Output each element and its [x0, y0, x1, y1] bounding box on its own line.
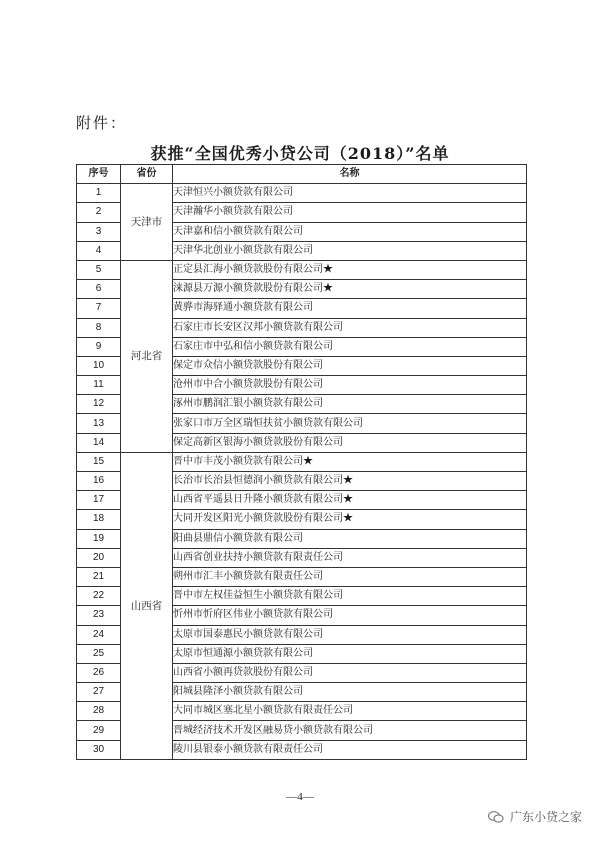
- row-seq: 15: [77, 452, 121, 471]
- province-cell: 山西省: [121, 452, 173, 759]
- company-name: 陵川县银泰小额贷款有限责任公司: [173, 740, 527, 759]
- company-name: 正定县汇海小额贷款股份有限公司★: [173, 260, 527, 279]
- row-seq: 22: [77, 587, 121, 606]
- company-name: 保定市众信小额贷款股份有限公司: [173, 356, 527, 375]
- company-name: 天津瀚华小额贷款有限公司: [173, 203, 527, 222]
- company-name: 太原市国泰惠民小额贷款有限公司: [173, 625, 527, 644]
- row-seq: 7: [77, 299, 121, 318]
- company-name: 阳城县隆泽小额贷款有限公司: [173, 683, 527, 702]
- table-row: [77, 452, 527, 471]
- company-name: 天津恒兴小额贷款有限公司: [173, 184, 527, 203]
- company-name: 黄骅市海驿通小额贷款有限公司: [173, 299, 527, 318]
- row-seq: 4: [77, 241, 121, 260]
- row-seq: 11: [77, 376, 121, 395]
- page-number: —4—: [286, 791, 314, 803]
- row-seq: 16: [77, 472, 121, 491]
- table-row: [77, 260, 527, 279]
- company-name: 保定高新区银海小额贷款股份有限公司: [173, 433, 527, 452]
- header-seq: 序号: [77, 165, 121, 184]
- wechat-icon: [488, 811, 504, 823]
- row-seq: 27: [77, 683, 121, 702]
- row-seq: 29: [77, 721, 121, 740]
- row-seq: 9: [77, 337, 121, 356]
- attachment-label: 附件：: [76, 114, 128, 132]
- company-name: 山西省小额再贷款股份有限公司: [173, 663, 527, 682]
- company-name: 朔州市汇丰小额贷款有限责任公司: [173, 567, 527, 586]
- row-seq: 17: [77, 491, 121, 510]
- company-name: 山西省平遥县日升隆小额贷款有限公司★: [173, 491, 527, 510]
- row-seq: 2: [77, 203, 121, 222]
- company-name: 大同市城区塞北星小额贷款有限责任公司: [173, 702, 527, 721]
- row-seq: 28: [77, 702, 121, 721]
- company-name: 石家庄市长安区汉邦小额贷款有限公司: [173, 318, 527, 337]
- company-name: 太原市恒通源小额贷款有限公司: [173, 644, 527, 663]
- watermark-text: 广东小贷之家: [509, 810, 582, 824]
- header-name: 名称: [173, 165, 527, 184]
- row-seq: 12: [77, 395, 121, 414]
- company-name: 涞源县万源小额贷款股份有限公司★: [173, 280, 527, 299]
- company-name: 阳曲县鼎信小额贷款有限公司: [173, 529, 527, 548]
- row-seq: 13: [77, 414, 121, 433]
- company-name: 沧州市中合小额贷款股份有限公司: [173, 376, 527, 395]
- table-row: [77, 184, 527, 203]
- row-seq: 26: [77, 663, 121, 682]
- company-name: 忻州市忻府区伟业小额贷款有限公司: [173, 606, 527, 625]
- watermark: [488, 808, 582, 825]
- row-seq: 1: [77, 184, 121, 203]
- row-seq: 20: [77, 548, 121, 567]
- province-cell: 天津市: [121, 184, 173, 261]
- row-seq: 5: [77, 260, 121, 279]
- company-name: 山西省创业扶持小额贷款有限责任公司: [173, 548, 527, 567]
- company-name: 天津嘉和信小额贷款有限公司: [173, 222, 527, 241]
- company-name: 张家口市万全区瑞恒扶贫小额贷款有限公司: [173, 414, 527, 433]
- row-seq: 25: [77, 644, 121, 663]
- row-seq: 21: [77, 567, 121, 586]
- row-seq: 23: [77, 606, 121, 625]
- row-seq: 8: [77, 318, 121, 337]
- row-seq: 14: [77, 433, 121, 452]
- header-province: 省份: [121, 165, 173, 184]
- company-name: 晋中市左权佳益恒生小额贷款有限公司: [173, 587, 527, 606]
- row-seq: 30: [77, 740, 121, 759]
- row-seq: 3: [77, 222, 121, 241]
- row-seq: 24: [77, 625, 121, 644]
- row-seq: 18: [77, 510, 121, 529]
- company-name: 长治市长治县恒德润小额贷款有限公司★: [173, 472, 527, 491]
- province-cell: 河北省: [121, 260, 173, 452]
- table-header-row: [77, 165, 527, 184]
- company-name: 大同开发区阳光小额贷款股份有限公司★: [173, 510, 527, 529]
- company-name: 涿州市鹏润汇银小额贷款有限公司: [173, 395, 527, 414]
- company-list-table: [76, 164, 527, 760]
- row-seq: 6: [77, 280, 121, 299]
- row-seq: 10: [77, 356, 121, 375]
- company-name: 天津华北创业小额贷款有限公司: [173, 241, 527, 260]
- company-name: 晋中市丰茂小额贷款有限公司★: [173, 452, 527, 471]
- row-seq: 19: [77, 529, 121, 548]
- company-name: 石家庄市中弘和信小额贷款有限公司: [173, 337, 527, 356]
- company-name: 晋城经济技术开发区融易贷小额贷款有限公司: [173, 721, 527, 740]
- table-body: [77, 184, 527, 760]
- document-title: 获推“全国优秀小贷公司（2018）”名单: [150, 144, 450, 163]
